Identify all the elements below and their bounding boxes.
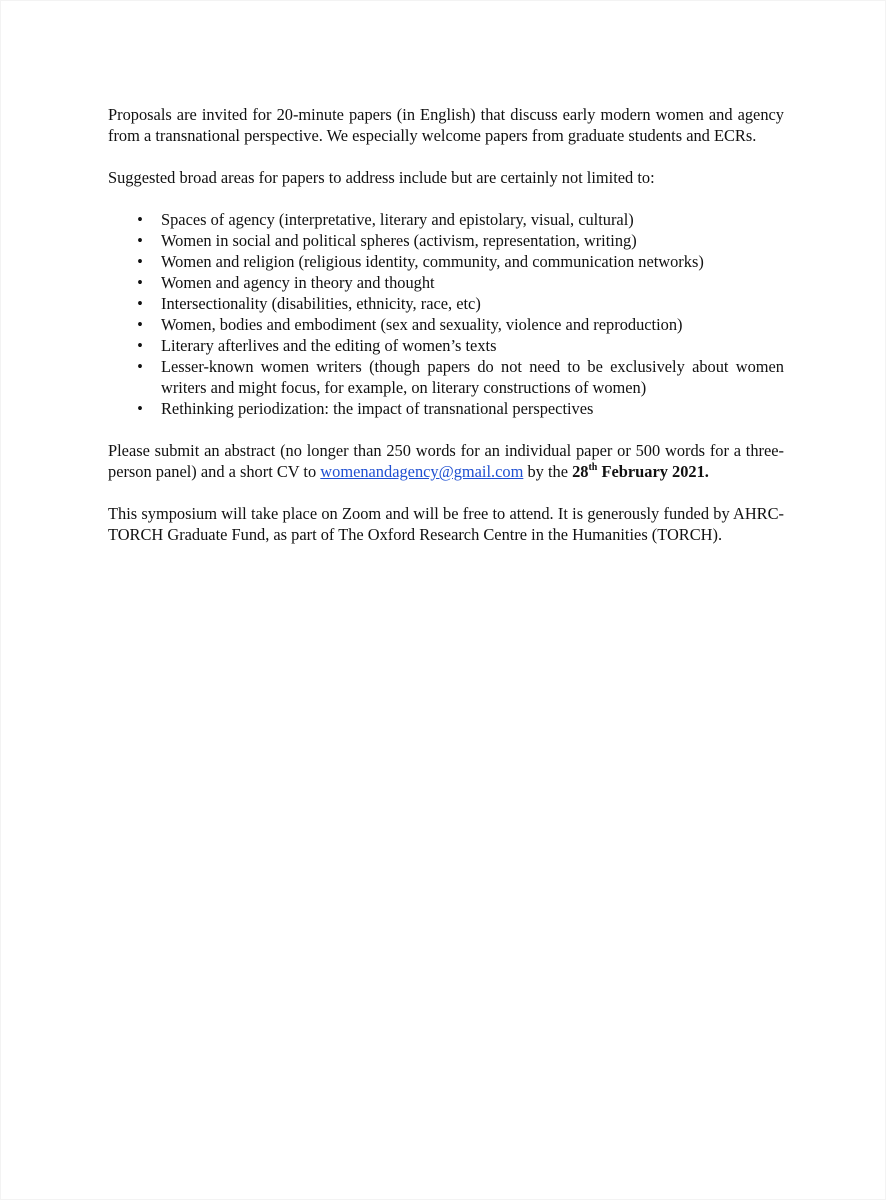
bullet-icon: •	[137, 273, 143, 292]
bullet-icon: •	[137, 357, 143, 376]
bullet-icon: •	[137, 252, 143, 271]
list-item-text: Women in social and political spheres (activism, representation, writing)	[161, 231, 637, 250]
bullet-icon: •	[137, 399, 143, 418]
closing-paragraph: This symposium will take place on Zoom and will be free to attend. It is generously funded by AHRC-TORCH Graduate Fund, as part of The Oxford Research Centre in the Humanities (TORCH).	[108, 504, 784, 544]
list-item-text: Women and agency in theory and thought	[161, 273, 435, 292]
areas-list	[108, 209, 784, 419]
bullet-icon: •	[137, 294, 143, 313]
list-item	[108, 251, 784, 272]
submission-paragraph	[108, 440, 784, 482]
list-item-text: Spaces of agency (interpretative, literary and epistolary, visual, cultural)	[161, 210, 634, 229]
bullet-icon: •	[137, 315, 143, 334]
list-item-text: Rethinking periodization: the impact of transnational perspectives	[161, 399, 594, 418]
bullet-icon: •	[137, 231, 143, 250]
submission-connector: by the	[523, 462, 573, 481]
list-item	[108, 230, 784, 251]
bullet-icon: •	[137, 336, 143, 355]
deadline-ordinal: th	[588, 461, 598, 473]
bullet-icon: •	[137, 210, 143, 229]
list-item-text: Women and religion (religious identity, community, and communication networks)	[161, 252, 704, 271]
list-item	[108, 272, 784, 293]
deadline-month-year: February 2021.	[597, 462, 709, 481]
list-item-text: Women, bodies and embodiment (sex and sexuality, violence and reproduction)	[161, 315, 683, 334]
list-item-text: Literary afterlives and the editing of women’s texts	[161, 336, 497, 355]
list-item	[108, 356, 784, 398]
list-item	[108, 314, 784, 335]
areas-lead-paragraph: Suggested broad areas for papers to address include but are certainly not limited to:	[108, 168, 655, 187]
document-body	[108, 104, 784, 545]
list-item	[108, 398, 784, 419]
deadline-day: 28	[572, 462, 589, 481]
list-item	[108, 335, 784, 356]
intro-paragraph: Proposals are invited for 20-minute papers (in English) that discuss early modern women and agency from a transnational perspective. We especially welcome papers from graduate students and ECRs.	[108, 105, 784, 145]
list-item	[108, 293, 784, 314]
deadline-date	[572, 462, 709, 481]
submission-text: Please submit an abstract (no longer than 250 words for an individual paper or 500 words for a three-person panel) and a short CV to	[108, 441, 784, 481]
list-item	[108, 209, 784, 230]
list-item-text: Lesser-known women writers (though papers do not need to be exclusively about women writers and might focus, for example, on literary constructions of women)	[161, 357, 784, 397]
list-item-text: Intersectionality (disabilities, ethnicity, race, etc)	[161, 294, 481, 313]
email-link[interactable]: womenandagency@gmail.com	[320, 462, 524, 481]
